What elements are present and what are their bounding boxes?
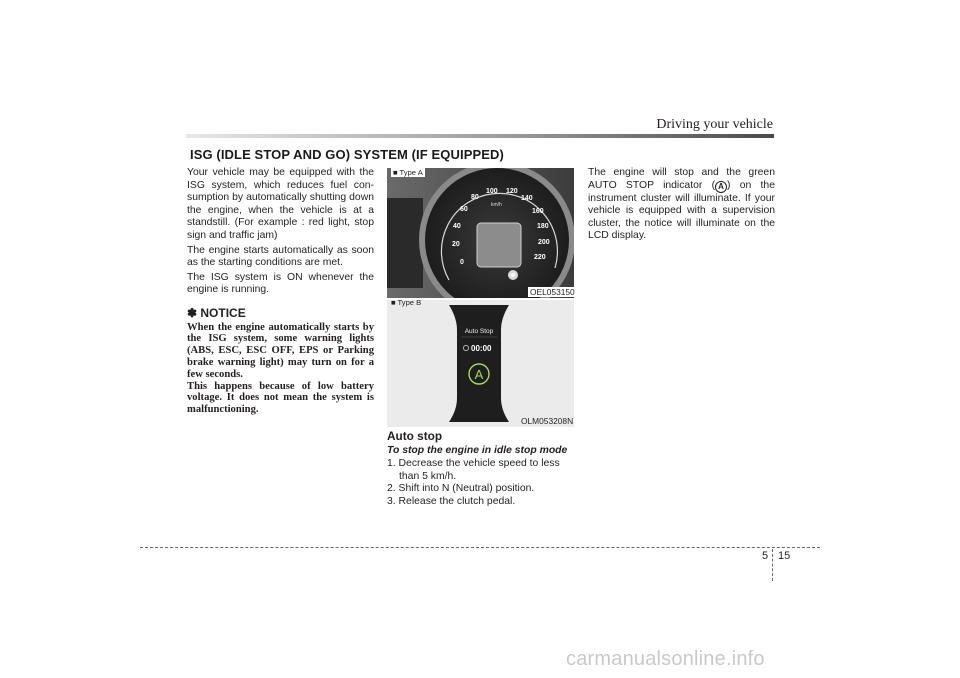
figure-a-code: OEL053150 [530, 287, 575, 297]
tick-label: 220 [534, 254, 546, 261]
watermark: carmanualsonline.info [566, 648, 765, 670]
speed-unit: km/h [491, 202, 502, 208]
page-number: 15 [778, 550, 791, 562]
tick-label: 120 [506, 188, 518, 195]
tick-label: 200 [538, 239, 550, 246]
center-lcd [477, 223, 521, 267]
figure-type-b [387, 300, 574, 427]
footer-rule [140, 547, 820, 548]
notice-paragraph-2: This happens because of low battery voltage. It does not mean the system is malfunctioning. [187, 380, 374, 416]
section-title: ISG (IDLE STOP AND GO) SYSTEM (IF EQUIPPED) [190, 147, 504, 162]
tick-label: 60 [460, 206, 468, 213]
lcd-title: Auto Stop [464, 328, 494, 335]
description-part-1: The engine will stop and the green AUTO STOP indicator ( [588, 167, 775, 191]
notice-title: ✽ NOTICE [187, 305, 246, 320]
auto-stop-description [588, 167, 775, 243]
middle-column [387, 430, 577, 509]
tick-label: 160 [532, 208, 544, 215]
tick-label: 80 [471, 194, 479, 201]
tick-label: 100 [486, 188, 498, 195]
chapter-number: 5 [762, 550, 769, 562]
auto-stop-heading: Auto stop [387, 429, 443, 443]
right-column [588, 167, 775, 245]
left-gauge-pod [387, 198, 423, 288]
tick-label: 180 [537, 223, 549, 230]
auto-start-paragraph: The engine starts automatically as soon as the starting conditions are met. [187, 244, 374, 269]
chapter-title: Driving your vehicle [656, 117, 773, 132]
lcd-timer: 00:00 [471, 344, 492, 353]
step-2: 2. Shift into N (Neutral) position. [387, 483, 535, 495]
left-column [187, 167, 374, 416]
figure-b-label: ■ Type B [391, 298, 422, 307]
figure-a-label: ■ Type A [393, 168, 423, 177]
instrument-cluster-illustration [387, 168, 574, 298]
isg-on-paragraph: The ISG system is ON whenever the engine is running. [187, 271, 374, 296]
step-3: 3. Release the clutch pedal. [387, 495, 516, 507]
page-separator [772, 549, 773, 581]
indicator-letter: A [474, 367, 484, 382]
figure-type-a [387, 168, 574, 298]
tick-label: 20 [452, 241, 460, 248]
auto-stop-subheading: To stop the engine in idle stop mode [387, 444, 568, 456]
header-rule [186, 134, 774, 138]
description-part-2: ) on the instrument cluster will illuminate. If your vehicle is equipped with a supervision cluster, the notice will illuminate on the LCD display. [588, 179, 775, 242]
lcd-illustration [387, 300, 574, 427]
step-1: 1. Decrease the vehicle speed to less than 5 km/h. [387, 458, 560, 482]
auto-stop-badge-icon: A [715, 181, 727, 193]
intro-paragraph: Your vehicle may be equipped with the ISG system, which reduces fuel con-sumption by automatically shutting down the engine, when the vehicle is at a standstill. (For example : red light, stop sign and traffic jam) [187, 167, 374, 241]
tick-label: 0 [460, 259, 464, 266]
tick-label: 40 [453, 223, 461, 230]
notice-paragraph-1: When the engine automatically starts by the ISG system, some warning lights (ABS, ESC, ESC OFF, EPS or Parking brake warning light) may turn on for a few seconds. [187, 321, 374, 380]
tick-label: 140 [521, 195, 533, 202]
figure-b-code: OLM053208N [521, 416, 574, 426]
